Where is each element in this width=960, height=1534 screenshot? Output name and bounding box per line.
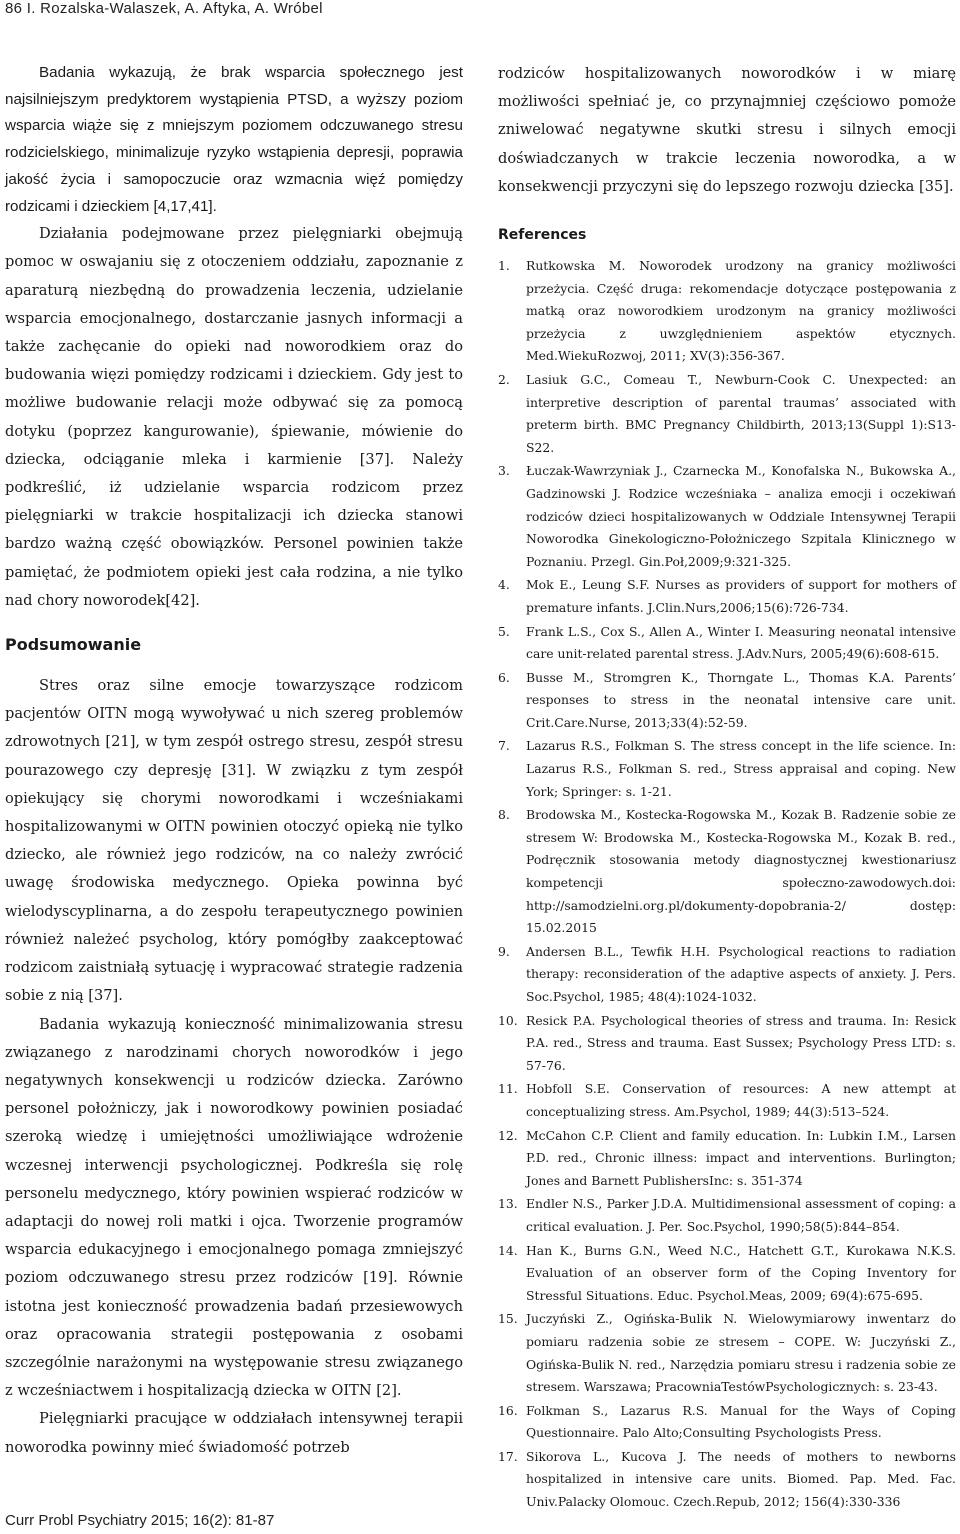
left-column — [5, 60, 463, 1462]
reference-number: 10. — [498, 1012, 518, 1028]
reference-text: Mok E., Leung S.F. Nurses as providers of support for mothers of premature infants. J.Clin.Nurs,2006;15(6):726-734. — [526, 577, 956, 615]
reference-number: 2. — [498, 371, 510, 387]
reference-number: 4. — [498, 577, 510, 593]
reference-text: Lasiuk G.C., Comeau T., Newburn-Cook C. Unexpected: an interpretive description of parental traumas’ associated with preterm birth. BMC Pregnancy Childbirth, 2013;13(Suppl 1):S13-S22. — [526, 371, 956, 455]
reference-text: McCahon C.P. Client and family education. In: Lubkin I.M., Larsen P.D. red., Chronic illness: impact and interventions. Burlington; Jones and Barnett PublishersInc: s. 351-374 — [526, 1127, 956, 1188]
continuation-paragraph: rodziców hospitalizowanych noworodków i w miarę możliwości spełniać je, co przynajmniej częściowo pomoże zniwelować negatywne skutki stresu i silnych emocji doświadczanych w trakcie leczenia noworodka, a w konsekwencji przyczyni się do lepszego rozwoju dziecka [35]. — [498, 65, 956, 195]
body-paragraph: Działania podejmowane przez pielęgniarki obejmują pomoc w oswajaniu się z otoczeniem oddziału, zapoznanie z aparaturą niezbędną do prowadzenia leczenia, udzielanie wsparcia emocjonalnego, dostarczanie jasnych informacji a także zachęcanie do opieki nad noworodkiem oraz do budowania więzi pomiędzy rodzicami i dzieckiem. Gdy jest to możliwe budowanie relacji może odbywać się za pomocą dotyku (poprzez kangurowanie), śpiewanie, mówienie do dziecka, odciąganie mleka i karmienie [37]. Należy podkreślić, iż udzielanie wsparcia rodzicom przez pielęgniarki w trakcie hospitalizacji ich dziecka stanowi bardzo ważną część obowiązków. Personel powinien także pamiętać, że podmiotem opieki jest cała rodzina, a nie tylko nad chory noworodek[42]. — [5, 225, 463, 609]
reference-text: Busse M., Stromgren K., Thorngate L., Thomas K.A. Parents’ responses to stress in the neonatal intensive care unit. Crit.Care.Nurse, 2013;33(4):52-59. — [526, 669, 956, 730]
references-heading: References — [498, 227, 587, 244]
reference-number: 8. — [498, 807, 510, 823]
reference-text: Lazarus R.S., Folkman S. The stress concept in the life science. In: Lazarus R.S., Folkman S. red., Stress appraisal and coping. New York; Springer: s. 1-21. — [526, 738, 956, 799]
references-list — [498, 255, 956, 1514]
reference-text: Resick P.A. Psychological theories of stress and trauma. In: Resick P.A. red., Stress and trauma. East Sussex; Psychology Press LTD: s. 57-76. — [526, 1012, 956, 1073]
reference-number: 3. — [498, 463, 510, 479]
reference-item — [498, 369, 956, 459]
reference-number: 6. — [498, 669, 510, 685]
reference-item — [498, 460, 956, 573]
reference-number: 1. — [498, 258, 510, 274]
section-heading-summary: Podsumowanie — [5, 635, 142, 655]
reference-text: Łuczak-Wawrzyniak J., Czarnecka M., Konofalska N., Bukowska A., Gadzinowski J. Rodzice wcześniaka – analiza emocji i oczekiwań rodziców dzieci hospitalizowanych w Oddziale Intensywnej Terapii Noworodka Ginekologiczno-Położniczego Szpitala Klinicznego w Poznaniu. Przegl. Gin.Poł,2009;9:321-325. — [526, 463, 956, 569]
reference-text: Sikorova L., Kucova J. The needs of mothers to newborns hospitalized in intensive care units. Biomed. Pap. Med. Fac. Univ.Palacky Olomouc. Czech.Repub, 2012; 156(4):330-336 — [526, 1448, 956, 1510]
reference-item — [498, 941, 956, 1009]
reference-text: Brodowska M., Kostecka-Rogowska M., Kozak B. Radzenie sobie ze stresem W: Brodowska M., Kostecka-Rogowska M., Kozak B. red., Podręcznik stosowania metody diagnostycznej kwestionariusz kompetencji społeczno-zawodowych.doi: http://samodzielni.org.pl/dokumenty-dopobrania-2/ dostęp: 15.02.2015 — [526, 807, 956, 936]
reference-number: 7. — [498, 738, 510, 754]
reference-number: 13. — [498, 1196, 518, 1212]
reference-number: 17. — [498, 1448, 518, 1464]
reference-item — [498, 667, 956, 735]
reference-item — [498, 621, 956, 666]
reference-item — [498, 1308, 956, 1398]
reference-number: 12. — [498, 1127, 518, 1143]
reference-item — [498, 1240, 956, 1308]
summary-paragraph: Badania wykazują konieczność minimalizowania stresu związanego z narodzinami chorych noworodków i jego negatywnych konsekwencji u rodziców dziecka. Zarówno personel położniczy, jak i noworodkowy powinien posiadać szeroką wiedzę i umiejętności umożliwiające wdrożenie wczesnej interwencji psychologicznej. Podkreśla się rolę personelu medycznego, który powinien wspierać rodziców w adaptacji do nowej roli matki i ojca. Tworzenie programów wsparcia edukacyjnego i emocjonalnego pomaga zmniejszyć poziom odczuwanego stresu przez rodziców [19]. Równie istotna jest konieczność prowadzenia badań przesiewowych oraz opracowania strategii postępowania z osobami szczególnie narażonymi na występowanie stresu związanego z wcześniactwem i hospitalizacją dziecka w OITN [2]. — [5, 1015, 463, 1400]
body-paragraph: Badania wykazują, że brak wsparcia społecznego jest najsilniejszym predyktorem wystąpienia PTSD, a wyższy poziom wsparcia wiąże się z mniejszym poziomem odczuwanego stresu rodzicielskiego, minimalizuje ryzyko wstąpienia depresji, poprawia jakość życia i samopoczucie oraz wzmacnia więź pomiędzy rodzicami i dzieckiem [4,17,41]. — [5, 64, 463, 215]
reference-item — [498, 1446, 956, 1514]
reference-text: Juczyński Z., Ogińska-Bulik N. Wielowymiarowy inwentarz do pomiaru radzenia sobie ze stresem – COPE. W: Juczyński Z., Ogińska-Bulik N. red., Narzędzia pomiaru stresu i radzenia sobie ze stresem. Warszawa; PracowniaTestówPsychologicznych: s. 23-43. — [526, 1311, 956, 1395]
reference-item — [498, 255, 956, 368]
reference-number: 14. — [498, 1242, 518, 1258]
reference-item — [498, 735, 956, 803]
reference-item — [498, 1078, 956, 1123]
reference-text: Andersen B.L., Tewfik H.H. Psychological reactions to radiation therapy: reconsideration of the adaptive aspects of anxiety. J. Pers. Soc.Psychol, 1985; 48(4):1024-1032. — [526, 943, 956, 1005]
reference-item — [498, 574, 956, 619]
footer-citation: Curr Probl Psychiatry 2015; 16(2): 81-87 — [5, 1512, 275, 1529]
summary-paragraph: Stres oraz silne emocje towarzyszące rodzicom pacjentów OITN mogą wywoływać u nich szereg problemów zdrowotnych [21], w tym zespół ostrego stresu, zespół stresu pourazowego czy depresję [31]. W związku z tym zespół opiekujący się chorymi noworodkami i wcześniakami hospitalizowanymi w OITN powinien otoczyć opieką nie tylko dziecko, ale również jego rodziców, na co należy zwrócić uwagę środowiska medycznego. Opieka powinna być wielodyscyplinarna, a do zespołu terapeutycznego powinien również należeć psycholog, który pomógłby zaakceptować rodzicom zaistniałą sytuację i wypracować strategie radzenia sobie z nią [37]. — [5, 677, 463, 1005]
reference-item — [498, 1125, 956, 1193]
reference-number: 15. — [498, 1311, 518, 1327]
reference-text: Hobfoll S.E. Conservation of resources: A new attempt at conceptualizing stress. Am.Psychol, 1989; 44(3):513–524. — [526, 1081, 956, 1119]
reference-text: Rutkowska M. Noworodek urodzony na granicy możliwości przeżycia. Część druga: rekomendacje dotyczące postępowania z matką oraz noworodkiem urodzonym na granicy możliwości przeżycia z uwzględnieniem aspektów etycznych. Med.WiekuRozwoj, 2011; XV(3):356-367. — [526, 258, 956, 364]
reference-item — [498, 1400, 956, 1445]
reference-text: Frank L.S., Cox S., Allen A., Winter I. Measuring neonatal intensive care unit-related parental stress. J.Adv.Nurs, 2005;49(6):608-615. — [526, 623, 956, 662]
summary-paragraph: Pielęgniarki pracujące w oddziałach intensywnej terapii noworodka powinny mieć świadomość potrzeb — [5, 1410, 463, 1456]
reference-item — [498, 804, 956, 940]
reference-item — [498, 1193, 956, 1238]
reference-text: Endler N.S., Parker J.D.A. Multidimensional assessment of coping: a critical evaluation. J. Per. Soc.Psychol, 1990;58(5):844–854. — [526, 1196, 956, 1234]
reference-number: 11. — [498, 1081, 518, 1097]
reference-number: 16. — [498, 1402, 518, 1418]
running-head: 86 I. Rozalska-Walaszek, A. Aftyka, A. Wróbel — [5, 0, 323, 17]
reference-number: 9. — [498, 943, 510, 959]
reference-number: 5. — [498, 623, 510, 639]
reference-text: Folkman S., Lazarus R.S. Manual for the Ways of Coping Questionnaire. Palo Alto;Consulting Psychologists Press. — [526, 1402, 956, 1441]
right-column — [498, 60, 956, 1515]
reference-text: Han K., Burns G.N., Weed N.C., Hatchett G.T., Kurokawa N.K.S. Evaluation of an observer form of the Coping Inventory for Stressful Situations. Educ. Psychol.Meas, 2009; 69(4):675-695. — [526, 1242, 956, 1303]
reference-item — [498, 1010, 956, 1078]
